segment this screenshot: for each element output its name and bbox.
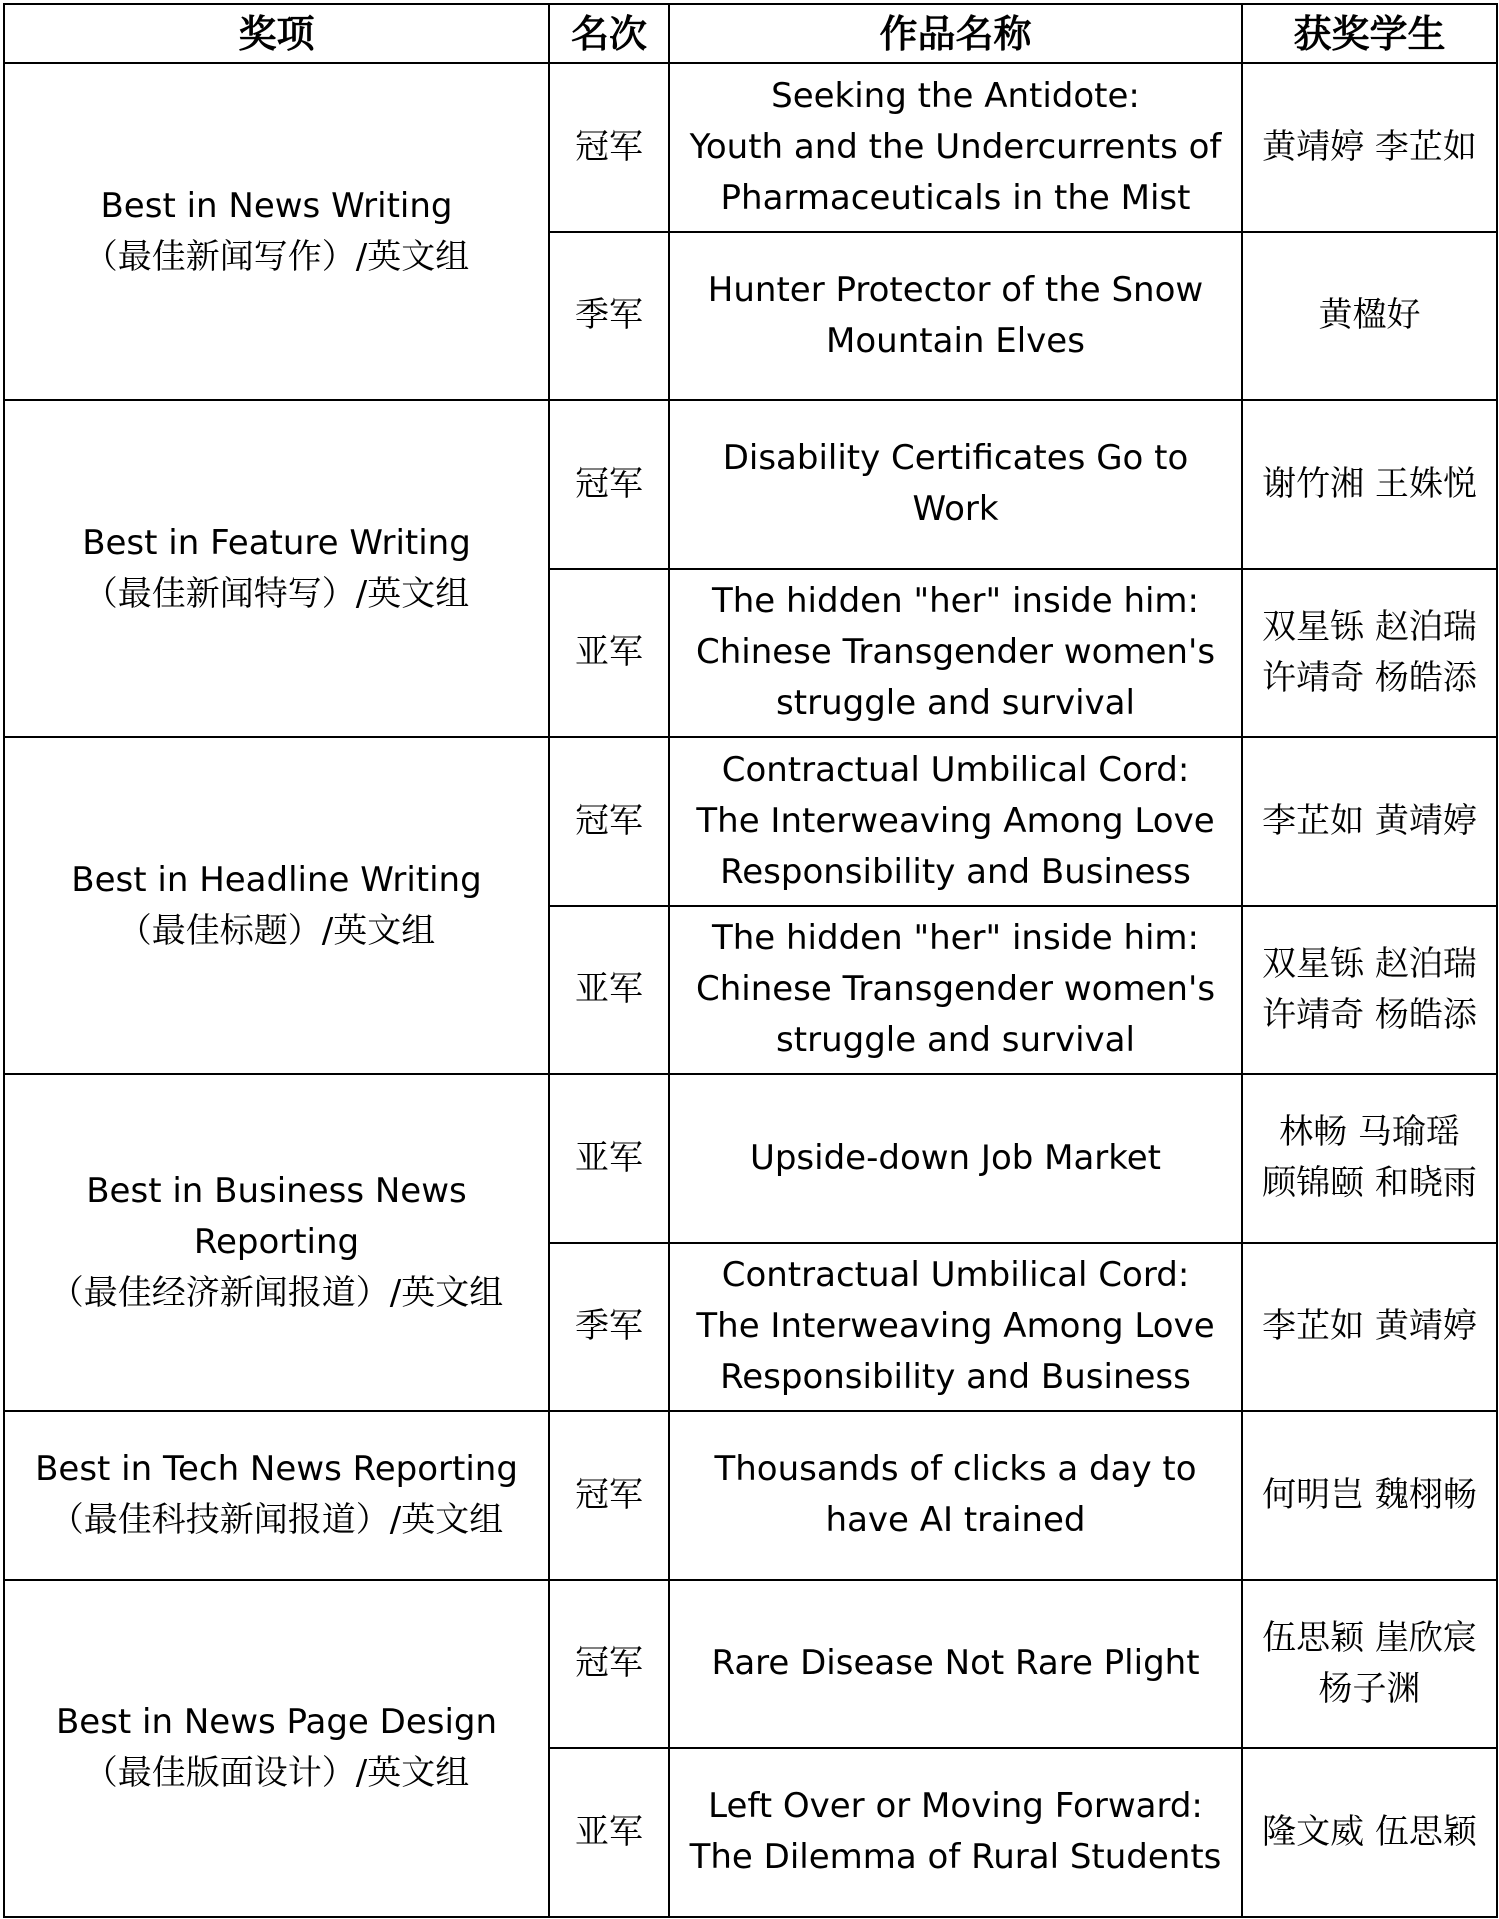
award-name-en: Best in News Writing xyxy=(100,185,453,226)
work-title-cell xyxy=(669,906,1242,1075)
rank-cell: 冠军 xyxy=(549,737,669,906)
student-names-line: 李芷如 黄靖婷 xyxy=(1262,800,1477,841)
students-cell xyxy=(1242,232,1497,401)
work-title-line: Left Over or Moving Forward: xyxy=(708,1786,1203,1827)
work-title-line: The hidden "her" inside him: xyxy=(711,918,1200,959)
award-name-en: Best in Feature Writing xyxy=(82,522,471,563)
work-title-line: The Interweaving Among Love xyxy=(696,800,1215,841)
table-row xyxy=(4,63,1497,232)
work-title-cell xyxy=(669,232,1242,401)
award-name-en: Reporting xyxy=(193,1222,360,1262)
work-title-line: Mountain Elves xyxy=(826,320,1085,361)
work-title-line: Rare Disease Not Rare Plight xyxy=(711,1643,1200,1684)
students-cell xyxy=(1242,569,1497,738)
award-name-cn: （最佳标题）/英文组 xyxy=(117,910,436,951)
table-row xyxy=(4,400,1497,569)
work-title-cell xyxy=(669,569,1242,738)
student-names-line: 何明岂 魏栩畅 xyxy=(1262,1474,1477,1515)
work-title-line: Chinese Transgender women's xyxy=(695,969,1216,1010)
rank-cell: 季军 xyxy=(549,232,669,401)
student-names-line: 伍思颖 崖欣宸 xyxy=(1262,1617,1477,1658)
award-name-cn: （最佳经济新闻报道）/英文组 xyxy=(49,1273,504,1313)
student-names-line: 双星铄 赵泊瑞 xyxy=(1262,606,1477,647)
student-names-line: 隆文威 伍思颖 xyxy=(1262,1811,1477,1852)
student-names-line: 许靖奇 杨皓添 xyxy=(1262,657,1477,698)
students-cell xyxy=(1242,737,1497,906)
work-title-line: Seeking the Antidote: xyxy=(771,75,1140,116)
award-name-cn: （最佳科技新闻报道）/英文组 xyxy=(49,1500,504,1541)
students-cell xyxy=(1242,1748,1497,1917)
table-row xyxy=(4,737,1497,906)
students-cell xyxy=(1242,1243,1497,1412)
student-names-line: 顾锦颐 和晓雨 xyxy=(1262,1163,1477,1204)
award-name-en: Best in Headline Writing xyxy=(71,859,482,900)
student-names-line: 李芷如 黄靖婷 xyxy=(1262,1306,1477,1347)
award-name-cn: （最佳新闻特写）/英文组 xyxy=(83,573,470,614)
student-names-line: 黄楹好 xyxy=(1318,295,1421,336)
rank-cell: 亚军 xyxy=(549,569,669,738)
table-row xyxy=(4,1411,1497,1580)
header-rank: 名次 xyxy=(549,4,669,63)
header-row xyxy=(4,4,1497,63)
award-name-cell xyxy=(4,1411,549,1580)
work-title-line: Responsibility and Business xyxy=(720,1357,1191,1398)
work-title-line: Contractual Umbilical Cord: xyxy=(721,1255,1190,1296)
rank-cell: 冠军 xyxy=(549,1580,669,1749)
table-row xyxy=(4,1580,1497,1749)
work-title-line: Contractual Umbilical Cord: xyxy=(721,749,1190,790)
work-title-line: have AI trained xyxy=(825,1500,1086,1541)
students-cell xyxy=(1242,400,1497,569)
work-title-cell xyxy=(669,1748,1242,1917)
student-names-line: 谢竹湘 王姝悦 xyxy=(1262,463,1477,504)
award-name-cn: （最佳版面设计）/英文组 xyxy=(83,1753,470,1793)
awards-table xyxy=(3,3,1498,1918)
work-title-line: The hidden "her" inside him: xyxy=(711,581,1200,622)
award-name-en: Best in News Page Design xyxy=(55,1702,498,1742)
work-title-cell xyxy=(669,63,1242,232)
work-title-line: Responsibility and Business xyxy=(720,851,1191,892)
award-name-en: Best in Tech News Reporting xyxy=(35,1449,518,1490)
work-title-line: Disability Certificates Go to xyxy=(722,438,1189,479)
award-name-cell xyxy=(4,63,549,400)
award-name-en: Best in Business News xyxy=(86,1171,467,1211)
student-names-line: 双星铄 赵泊瑞 xyxy=(1262,943,1477,984)
rank-cell: 亚军 xyxy=(549,906,669,1075)
students-cell xyxy=(1242,1074,1497,1243)
student-names-line: 杨子渊 xyxy=(1318,1668,1421,1709)
work-title-cell xyxy=(669,1243,1242,1412)
students-cell xyxy=(1242,906,1497,1075)
work-title-line: struggle and survival xyxy=(776,1020,1135,1061)
work-title-cell xyxy=(669,1074,1242,1243)
award-name-cell xyxy=(4,400,549,737)
work-title-cell xyxy=(669,400,1242,569)
table-row xyxy=(4,1074,1497,1243)
student-names-line: 许靖奇 杨皓添 xyxy=(1262,994,1477,1035)
work-title-line: Chinese Transgender women's xyxy=(695,632,1216,673)
student-names-line: 黄靖婷 李芷如 xyxy=(1262,126,1477,167)
work-title-line: struggle and survival xyxy=(776,683,1135,724)
work-title-line: The Interweaving Among Love xyxy=(696,1306,1215,1347)
rank-cell: 季军 xyxy=(549,1243,669,1412)
award-name-cn: （最佳新闻写作）/英文组 xyxy=(83,236,470,277)
header-award: 奖项 xyxy=(4,4,549,63)
work-title-line: The Dilemma of Rural Students xyxy=(689,1837,1222,1878)
header-students: 获奖学生 xyxy=(1242,4,1497,63)
students-cell xyxy=(1242,1411,1497,1580)
work-title-cell xyxy=(669,1411,1242,1580)
award-name-cell xyxy=(4,1074,549,1411)
rank-cell: 亚军 xyxy=(549,1748,669,1917)
rank-cell: 冠军 xyxy=(549,63,669,232)
work-title-line: Pharmaceuticals in the Mist xyxy=(720,177,1191,218)
award-name-cell xyxy=(4,737,549,1074)
work-title-cell xyxy=(669,1580,1242,1749)
work-title-line: Youth and the Undercurrents of xyxy=(689,126,1222,167)
work-title-line: Thousands of clicks a day to xyxy=(714,1449,1197,1490)
work-title-line: Upside-down Job Market xyxy=(749,1137,1162,1178)
work-title-cell xyxy=(669,737,1242,906)
students-cell xyxy=(1242,1580,1497,1749)
work-title-line: Work xyxy=(912,489,999,530)
header-work: 作品名称 xyxy=(669,4,1242,63)
work-title-line: Hunter Protector of the Snow xyxy=(707,269,1204,310)
award-name-cell xyxy=(4,1580,549,1917)
student-names-line: 林畅 马瑜瑶 xyxy=(1279,1112,1460,1153)
rank-cell: 亚军 xyxy=(549,1074,669,1243)
rank-cell: 冠军 xyxy=(549,400,669,569)
students-cell xyxy=(1242,63,1497,232)
rank-cell: 冠军 xyxy=(549,1411,669,1580)
